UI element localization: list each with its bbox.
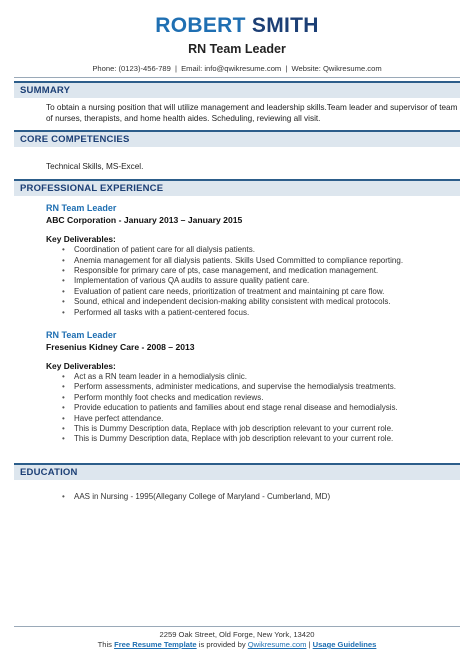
job-entry — [0, 330, 474, 445]
free-resume-template-link[interactable]: Free Resume Template — [114, 640, 197, 649]
separator: | — [175, 64, 177, 73]
last-name: SMITH — [251, 14, 319, 37]
list-item: • Act as a RN team leader in a hemodialysis clinic. — [62, 372, 460, 382]
list-item: • Performed all tasks with a patient-centered focus. — [62, 308, 460, 318]
list-item: • Perform monthly foot checks and medication reviews. — [62, 393, 460, 403]
first-name: ROBERT — [155, 14, 246, 37]
education-list — [46, 492, 460, 502]
list-item: • AAS in Nursing - 1995(Allegany College of Maryland - Cumberland, MD) — [62, 492, 460, 502]
footer-prefix: This — [97, 640, 112, 649]
candidate-name — [0, 14, 474, 38]
section-heading-competencies: CORE COMPETENCIES — [14, 130, 460, 147]
resume-header — [0, 0, 474, 73]
company-line: Fresenius Kidney Care - 2008 – 2013 — [46, 342, 195, 353]
key-deliverables-label: Key Deliverables: — [46, 234, 116, 245]
footer-provided-by: is provided by — [198, 640, 246, 649]
list-item: • Provide education to patients and families about end stage renal disease and hemodialysis. — [62, 403, 460, 413]
footer-address: 2259 Oak Street, Old Forge, New York, 13420 — [159, 630, 315, 639]
footer-credits — [0, 640, 474, 650]
section-heading-experience: PROFESSIONAL EXPERIENCE — [14, 179, 460, 196]
page-footer — [0, 626, 474, 650]
list-item: • Coordination of patient care for all dialysis patients. — [62, 245, 460, 255]
list-item: • Responsible for primary care of pts, case management, and medication management. — [62, 266, 460, 276]
list-item: • Sound, ethical and independent decision-making ability consistent with medical protocols. — [62, 297, 460, 307]
job-title: RN Team Leader — [46, 203, 117, 214]
email-text: Email: info@qwikresume.com — [181, 64, 282, 73]
website-text: Website: Qwikresume.com — [291, 64, 382, 73]
competencies-text: Technical Skills, MS-Excel. — [46, 162, 144, 172]
list-item: • This is Dummy Description data, Replace with job description relevant to your current role. — [62, 434, 460, 444]
key-deliverables-label: Key Deliverables: — [46, 361, 116, 372]
separator: | — [308, 640, 311, 649]
list-item: • Anemia management for all dialysis patients. Skills Used Committed to compliance reporting. — [62, 256, 460, 266]
education-entry — [0, 492, 474, 502]
section-heading-summary: SUMMARY — [14, 81, 460, 98]
qwikresume-link[interactable]: Qwikresume.com — [247, 640, 307, 649]
list-item: • Implementation of various QA audits to assure quality patient care. — [62, 276, 460, 286]
job-entry — [0, 203, 474, 318]
list-item: • Evaluation of patient care needs, prioritization of treatment and maintaining pt care flow. — [62, 287, 460, 297]
contact-line — [0, 64, 474, 73]
phone-text: Phone: (0123)-456-789 — [92, 64, 171, 73]
list-item: • This is Dummy Description data, Replace with job description relevant to your current role. — [62, 424, 460, 434]
summary-text: To obtain a nursing position that will utilize management and leadership skills.Team leader and supervisor of team of nurses, therapists, and home health aides. Scheduling, reviewing all visit. — [46, 103, 458, 123]
job-role: RN Team Leader — [188, 42, 286, 56]
footer-divider — [14, 626, 460, 627]
job-title: RN Team Leader — [46, 330, 117, 341]
deliverables-list — [46, 245, 460, 318]
company-line: ABC Corporation - January 2013 – January 2015 — [46, 215, 243, 226]
list-item: • Have perfect attendance. — [62, 414, 460, 424]
section-heading-education: EDUCATION — [14, 463, 460, 480]
list-item: • Perform assessments, administer medications, and supervise the hemodialysis treatments. — [62, 382, 460, 392]
separator: | — [285, 64, 288, 73]
usage-guidelines-link[interactable]: Usage Guidelines — [312, 640, 377, 649]
deliverables-list — [46, 372, 460, 445]
